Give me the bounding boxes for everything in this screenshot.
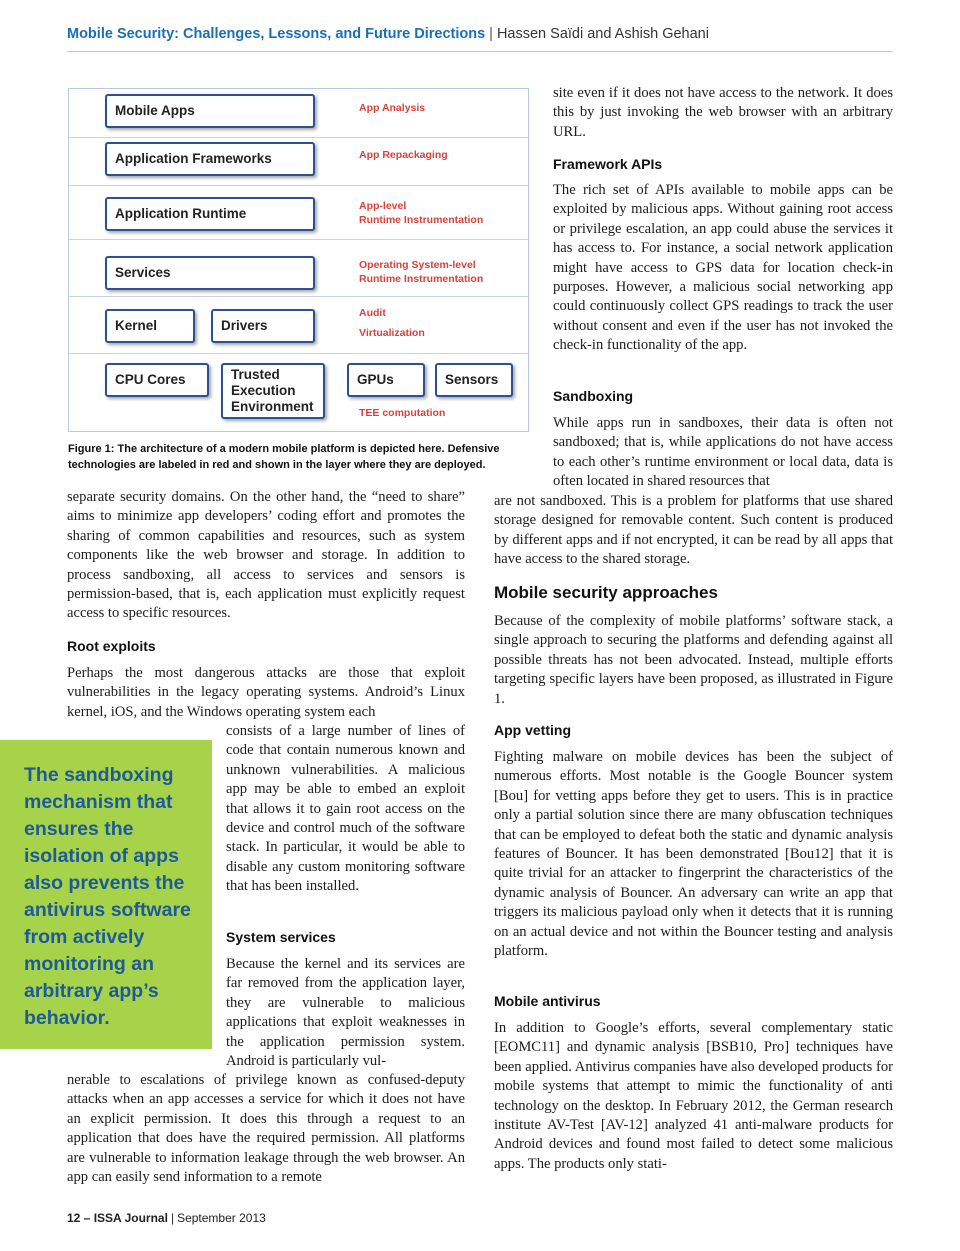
footer-separator: |: [170, 1211, 175, 1225]
header-separator: |: [489, 26, 493, 42]
layer-services: Services: [105, 256, 315, 290]
article-title: Mobile Security: Challenges, Lessons, and Future Directions: [67, 26, 486, 42]
heading-system-services: System services: [226, 929, 336, 945]
defense-virtualization: Virtualization: [359, 327, 425, 339]
layer-application-frameworks: Application Frameworks: [105, 142, 315, 176]
left-paragraph-3b: nerable to escalations of privilege known as confused-deputy attacks when an app accesses a service for which it does not have an explicit permission. It does this through a request to an application that does have the required permission. All platforms are vulnerable to information leakage through the web browser. An app can easily send information to a remote: [67, 1072, 465, 1186]
layer-trusted-execution-environment: Trusted Execution Environment: [221, 363, 325, 419]
defense-app-analysis: App Analysis: [359, 102, 426, 114]
running-header: [67, 26, 893, 52]
layer-drivers: Drivers: [211, 309, 315, 343]
defense-app-level-label: App-level: [359, 200, 407, 212]
defense-app-repackaging: App Repackaging: [359, 149, 448, 161]
layer-cpu-cores: CPU Cores: [105, 363, 209, 397]
layer-mobile-apps: Mobile Apps: [105, 94, 315, 128]
right-paragraph-3b: are not sandboxed. This is a problem for platforms that use shared storage designed for removable content. Such content is produced by different apps and if not encrypted, it can be read by all apps that have access to the shared storage.: [494, 493, 893, 568]
heading-root-exploits: Root exploits: [67, 638, 156, 654]
footer-date: September 2013: [177, 1211, 266, 1225]
left-paragraph-3a: Because the kernel and its services are far removed from the application layer, they are vulnerable to malicious applications that exploit weaknesses in the application permission system. Android is particularly vul-: [226, 956, 465, 1070]
defense-tee-computation: TEE computation: [359, 407, 446, 419]
heading-mobile-antivirus: Mobile antivirus: [494, 993, 601, 1009]
right-paragraph-6: In addition to Google’s efforts, several complementary static [EOMC11] and dynamic analysis [BSB10, Pro] techniques have been applied. Antivirus companies have also developed products for mobile systems that attempt to mimic the functionality of anti technology on the desktop. In February 2012, the German research institute AV-Test [AV-12] analyzed 41 anti-malware products for Android devices and found most failed to detect some malicious apps. The products only stati-: [494, 1020, 893, 1172]
layer-kernel: Kernel: [105, 309, 195, 343]
footer-page-journal: 12 – ISSA Journal: [67, 1211, 168, 1225]
defense-os-level-label: Operating System-level: [359, 259, 476, 271]
left-paragraph-2a: Perhaps the most dangerous attacks are those that exploit vulnerabilities in the legacy operating systems. Android’s Linux kernel, iOS, and the Windows operating system each: [67, 665, 465, 720]
heading-framework-apis: Framework APIs: [553, 156, 663, 172]
defense-audit: Audit: [359, 307, 386, 319]
right-paragraph-1: site even if it does not have access to the network. It does this by just invoking the web browser with an arbitrary URL.: [553, 85, 893, 140]
heading-app-vetting: App vetting: [494, 722, 571, 738]
pull-quote: [0, 740, 212, 1049]
left-paragraph-2b: consists of a large number of lines of code that contain numerous known and unknown vulnerabilities. A malicious app may be able to embed an exploit that allows it to gain root access on the device and control much of the software stack. In particular, it would be able to disable any custom monitoring software that has been installed.: [226, 723, 465, 895]
figure-caption: Figure 1: The architecture of a modern mobile platform is depicted here. Defensive technologies are labeled in red and shown in the layer where they are deployed.: [68, 443, 500, 471]
right-paragraph-3a: While apps run in sandboxes, their data is often not sandboxed; that is, while applications do not have access to each other’s runtime environment or local data, data is often located in shared resources that: [553, 415, 893, 490]
right-paragraph-2: The rich set of APIs available to mobile apps can be exploited by malicious apps. Without gaining root access or privilege escalation, an app could abuse the services it has access to. For instance, a social network application might have access to GPS data for location check-in purposes. However, a malicious social networking app could continuously collect GPS readings to track the user without consent and even if the user has not invoked the check-in functionality of the app.: [553, 182, 893, 354]
pull-quote-text: The sandboxing mechanism that ensures the isolation of apps also prevents the antivirus software from actively monitoring an arbitrary app’s behavior.: [24, 764, 191, 1029]
architecture-figure: [68, 88, 529, 432]
page-footer: [67, 1211, 266, 1225]
heading-sandboxing: Sandboxing: [553, 388, 634, 404]
article-authors: Hassen Saïdi and Ashish Gehani: [496, 26, 709, 42]
defense-os-level-runtime-instrumentation: Runtime Instrumentation: [359, 273, 484, 285]
left-paragraph-1: separate security domains. On the other hand, the “need to share” aims to minimize app developers’ coding effort and promotes the sharing of common capabilities and resources, such as system components like the web browser and storage. In addition to process sandboxing, all access to services and sensors is permission-based, that is, each application must explicitly request access to specific resources.: [67, 489, 465, 622]
layer-application-runtime: Application Runtime: [105, 197, 315, 231]
right-paragraph-4: Because of the complexity of mobile platforms’ software stack, a single approach to securing the platforms and defending against all possible threats has not been advocated. Instead, multiple efforts targeting specific layers have been proposed, as illustrated in Figure 1.: [494, 613, 893, 707]
defense-app-level-runtime-instrumentation: Runtime Instrumentation: [359, 214, 484, 226]
heading-mobile-security-approaches: Mobile security approaches: [494, 583, 718, 602]
right-paragraph-5: Fighting malware on mobile devices has been the subject of numerous efforts. Most notable is the Google Bouncer system [Bou] for vetting apps before they get to users. This is in practice only a partial solution since there are many obfuscation techniques that can be employed to defeat both the static and dynamic analysis features of Bouncer. It has been demonstrated [Bou12] that it is quite trivial for an attacker to fingerprint the characteristics of the dynamic analysis of Bouncer. An adversary can write an app that triggers its malicious payload only when it detects that it is running on an actual device and not within the Bouncer testing and analysis platform.: [494, 749, 893, 960]
layer-sensors: Sensors: [435, 363, 513, 397]
layer-gpus: GPUs: [347, 363, 425, 397]
